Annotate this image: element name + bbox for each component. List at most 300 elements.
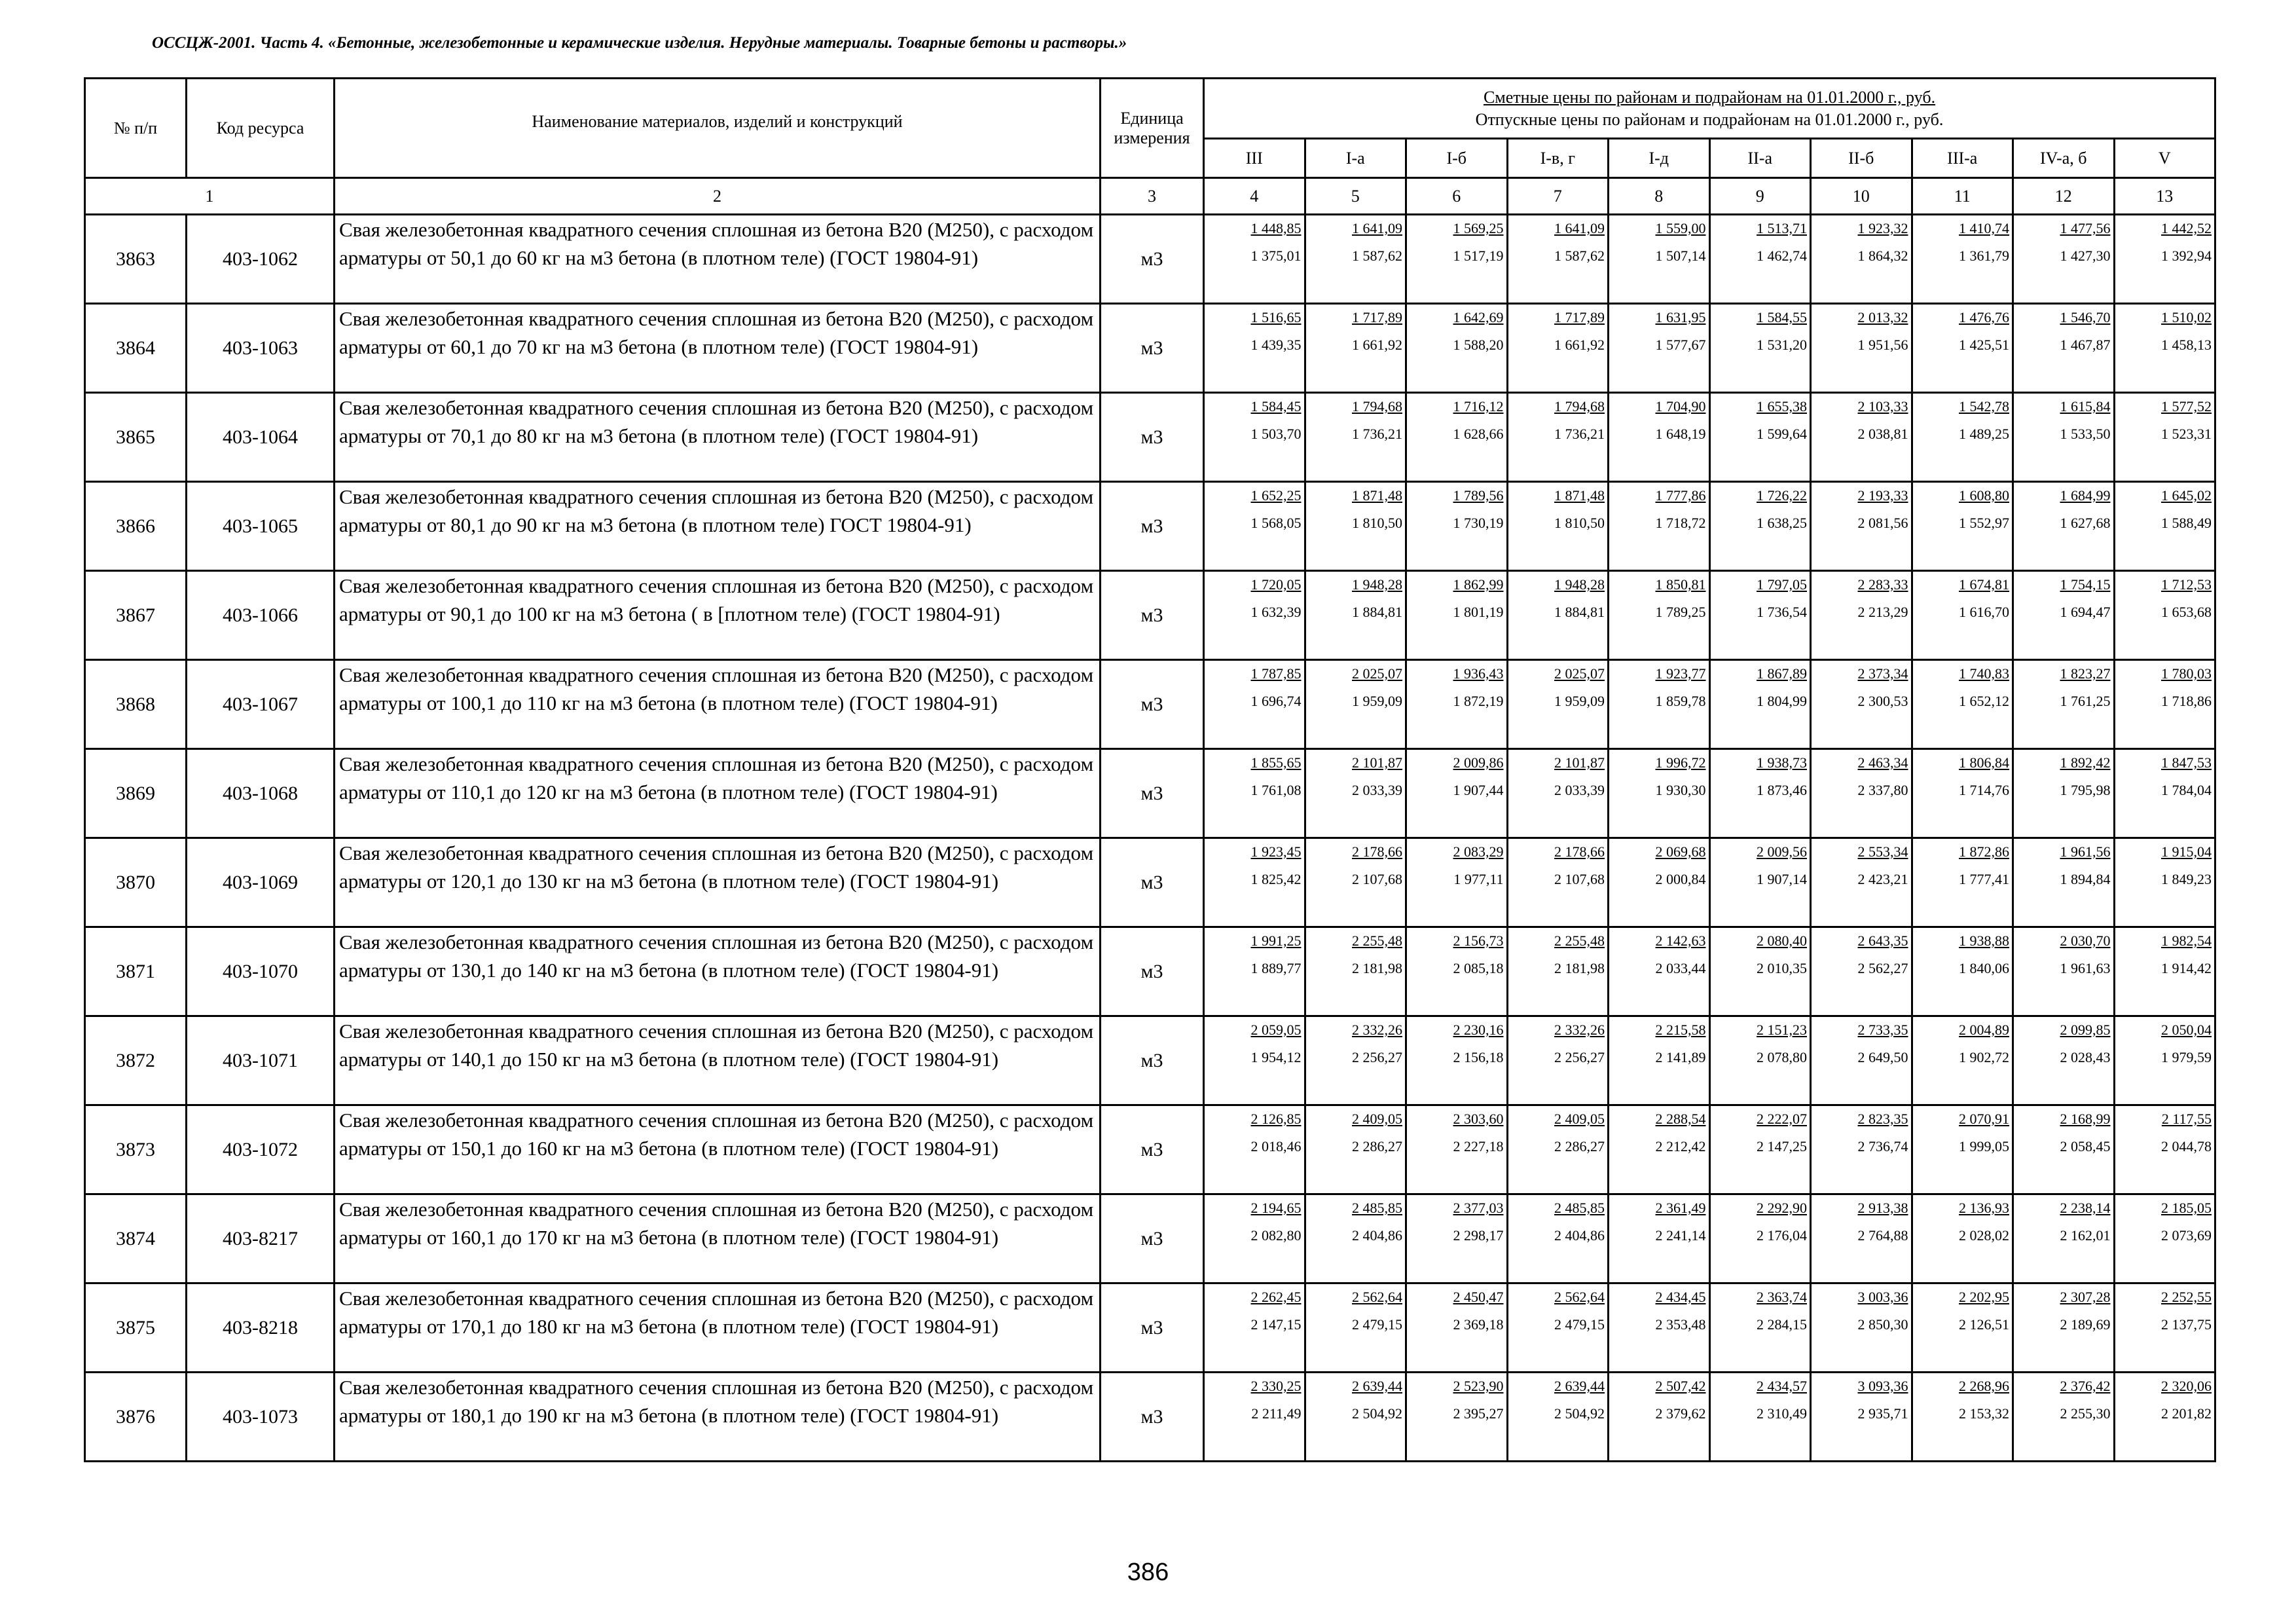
price-cell <box>2114 482 2215 571</box>
region-header: I-б <box>1406 139 1508 178</box>
column-index: 8 <box>1609 178 1710 215</box>
estimate-price: 2 168,99 <box>2060 1111 2111 1127</box>
release-price: 2 211,49 <box>1251 1405 1302 1422</box>
release-price: 2 156,18 <box>1453 1049 1504 1065</box>
resource-code: 403-1067 <box>187 660 335 749</box>
release-price: 2 935,71 <box>1857 1405 1908 1422</box>
price-cell <box>2013 1373 2115 1462</box>
price-cell <box>1609 1105 1710 1194</box>
price-cell <box>2114 1105 2215 1194</box>
estimate-price: 1 448,85 <box>1250 220 1302 236</box>
release-price: 1 789,25 <box>1655 604 1706 620</box>
price-cell <box>1709 838 1811 927</box>
price-cell <box>1507 1016 1609 1105</box>
price-cell <box>1406 1194 1508 1283</box>
estimate-price: 2 377,03 <box>1453 1200 1504 1216</box>
release-price: 2 141,89 <box>1655 1049 1706 1065</box>
estimate-price: 2 450,47 <box>1453 1289 1504 1305</box>
page-number: 386 <box>1127 1559 1169 1586</box>
estimate-price: 1 938,88 <box>1959 932 2009 949</box>
price-cell <box>1709 1105 1811 1194</box>
price-cell <box>1609 838 1710 927</box>
price-cell <box>2013 1194 2115 1283</box>
column-index: 2 <box>335 178 1101 215</box>
row-number: 3872 <box>85 1016 187 1105</box>
price-cell <box>1709 749 1811 838</box>
price-cell <box>1406 838 1508 927</box>
estimate-price: 1 577,52 <box>2161 398 2212 415</box>
estimate-price: 2 070,91 <box>1959 1111 2009 1127</box>
release-price: 2 479,15 <box>1352 1316 1402 1333</box>
price-cell <box>1912 1373 2013 1462</box>
release-price: 2 404,86 <box>1352 1227 1402 1244</box>
estimate-price: 2 639,44 <box>1352 1378 1402 1394</box>
price-cell <box>1811 1016 1912 1105</box>
unit: м3 <box>1101 1373 1204 1462</box>
release-price: 1 458,13 <box>2161 337 2212 353</box>
region-header: II-б <box>1811 139 1912 178</box>
estimate-price: 1 938,73 <box>1757 754 1807 771</box>
estimate-price: 1 787,85 <box>1250 665 1302 682</box>
estimate-price: 1 584,45 <box>1250 398 1302 415</box>
column-index: 3 <box>1101 178 1204 215</box>
estimate-price: 1 794,68 <box>1554 398 1605 415</box>
estimate-price: 1 716,12 <box>1453 398 1504 415</box>
prices-title-estimate: Сметные цены по районам и подрайонам на 01.01.2000 г., руб. <box>1483 87 1936 107</box>
price-cell <box>1912 749 2013 838</box>
price-cell <box>1811 1373 1912 1462</box>
price-cell <box>2114 927 2215 1016</box>
price-cell <box>1811 1105 1912 1194</box>
estimate-price: 1 631,95 <box>1655 309 1706 325</box>
price-cell <box>2114 660 2215 749</box>
release-price: 2 033,44 <box>1655 960 1706 976</box>
estimate-price: 2 013,32 <box>1857 309 1908 325</box>
price-cell <box>2013 1016 2115 1105</box>
row-number: 3868 <box>85 660 187 749</box>
resource-code: 403-1071 <box>187 1016 335 1105</box>
row-number: 3874 <box>85 1194 187 1283</box>
estimate-price: 2 156,73 <box>1453 932 1504 949</box>
release-price: 1 632,39 <box>1250 604 1302 620</box>
estimate-price: 1 871,48 <box>1352 487 1402 504</box>
price-cell <box>1609 927 1710 1016</box>
material-name: Свая железобетонная квадратного сечения сплошная из бетона В20 (М250), с расходом арматуры от 100,1 до 110 кг на м3 бетона (в плотном теле) (ГОСТ 19804-91) <box>335 660 1101 749</box>
resource-code: 403-1063 <box>187 304 335 393</box>
price-cell <box>1609 571 1710 660</box>
estimate-price: 2 136,93 <box>1959 1200 2009 1216</box>
release-price: 2 404,86 <box>1554 1227 1605 1244</box>
unit: м3 <box>1101 215 1204 304</box>
estimate-price: 1 754,15 <box>2060 576 2111 593</box>
price-cell <box>1709 215 1811 304</box>
price-cell <box>2114 1373 2215 1462</box>
estimate-price: 1 513,71 <box>1757 220 1807 236</box>
table-row <box>85 927 2215 1016</box>
price-cell <box>1305 1283 1406 1373</box>
estimate-price: 1 641,09 <box>1352 220 1402 236</box>
price-cell <box>1912 660 2013 749</box>
release-price: 2 212,42 <box>1655 1138 1706 1154</box>
estimate-price: 2 376,42 <box>2060 1378 2111 1394</box>
table-row <box>85 482 2215 571</box>
estimate-price: 1 867,89 <box>1757 665 1807 682</box>
estimate-price: 2 434,57 <box>1757 1378 1807 1394</box>
estimate-price: 2 030,70 <box>2060 932 2111 949</box>
price-cell <box>1305 571 1406 660</box>
release-price: 2 189,69 <box>2060 1316 2111 1333</box>
estimate-price: 2 639,44 <box>1554 1378 1605 1394</box>
release-price: 1 784,04 <box>2161 782 2212 798</box>
release-price: 2 082,80 <box>1250 1227 1302 1244</box>
estimate-price: 2 643,35 <box>1857 932 1908 949</box>
estimate-price: 1 704,90 <box>1655 398 1706 415</box>
price-cell <box>1811 304 1912 393</box>
estimate-price: 1 789,56 <box>1453 487 1504 504</box>
resource-code: 403-1065 <box>187 482 335 571</box>
price-cell <box>1406 482 1508 571</box>
price-cell <box>2114 215 2215 304</box>
estimate-price: 2 025,07 <box>1554 665 1605 682</box>
estimate-price: 2 069,68 <box>1655 843 1706 860</box>
price-cell <box>2114 1016 2215 1105</box>
table-row <box>85 571 2215 660</box>
release-price: 1 588,20 <box>1453 337 1504 353</box>
estimate-price: 1 655,38 <box>1757 398 1807 415</box>
table-row <box>85 393 2215 482</box>
material-name: Свая железобетонная квадратного сечения сплошная из бетона В20 (М250), с расходом арматуры от 50,1 до 60 кг на м3 бетона (в плотном теле) (ГОСТ 19804-91) <box>335 215 1101 304</box>
price-cell <box>1709 571 1811 660</box>
release-price: 2 044,78 <box>2161 1138 2212 1154</box>
estimate-price: 1 923,77 <box>1655 665 1706 682</box>
resource-code: 403-1068 <box>187 749 335 838</box>
release-price: 1 577,67 <box>1655 337 1706 353</box>
release-price: 1 507,14 <box>1655 248 1706 264</box>
estimate-price: 2 222,07 <box>1757 1111 1807 1127</box>
unit: м3 <box>1101 393 1204 482</box>
estimate-price: 2 283,33 <box>1857 576 1908 593</box>
price-cell <box>1507 571 1609 660</box>
price-cell <box>1912 304 2013 393</box>
estimate-price: 1 717,89 <box>1554 309 1605 325</box>
price-cell <box>1709 482 1811 571</box>
price-cell <box>1912 1194 2013 1283</box>
release-price: 2 137,75 <box>2161 1316 2212 1333</box>
material-name: Свая железобетонная квадратного сечения сплошная из бетона В20 (М250), с расходом арматуры от 120,1 до 130 кг на м3 бетона (в плотном теле) (ГОСТ 19804-91) <box>335 838 1101 927</box>
release-price: 2 337,80 <box>1857 782 1908 798</box>
estimate-price: 2 151,23 <box>1757 1022 1807 1038</box>
price-cell <box>2013 215 2115 304</box>
price-cell <box>1811 393 1912 482</box>
estimate-price: 2 103,33 <box>1857 398 1908 415</box>
estimate-price: 2 332,26 <box>1352 1022 1402 1038</box>
release-price: 1 801,19 <box>1453 604 1504 620</box>
unit: м3 <box>1101 749 1204 838</box>
estimate-price: 2 913,38 <box>1857 1200 1908 1216</box>
estimate-price: 1 923,32 <box>1857 220 1908 236</box>
release-price: 2 018,46 <box>1250 1138 1302 1154</box>
table-row <box>85 1194 2215 1283</box>
unit: м3 <box>1101 571 1204 660</box>
unit: м3 <box>1101 1105 1204 1194</box>
price-cell <box>1406 660 1508 749</box>
release-price: 2 395,27 <box>1453 1405 1504 1422</box>
price-cell <box>1507 1194 1609 1283</box>
estimate-price: 1 720,05 <box>1250 576 1302 593</box>
material-name: Свая железобетонная квадратного сечения сплошная из бетона В20 (М250), с расходом арматуры от 170,1 до 180 кг на м3 бетона (в плотном теле) (ГОСТ 19804-91) <box>335 1283 1101 1373</box>
release-price: 1 718,86 <box>2161 693 2212 709</box>
release-price: 2 310,49 <box>1757 1405 1807 1422</box>
release-price: 2 227,18 <box>1453 1138 1504 1154</box>
estimate-price: 2 101,87 <box>1352 754 1402 771</box>
price-cell <box>1406 1016 1508 1105</box>
price-cell <box>1609 1016 1710 1105</box>
estimate-price: 2 562,64 <box>1554 1289 1605 1305</box>
estimate-price: 2 463,34 <box>1857 754 1908 771</box>
estimate-price: 2 303,60 <box>1453 1111 1504 1127</box>
material-name: Свая железобетонная квадратного сечения сплошная из бетона В20 (М250), с расходом арматуры от 80,1 до 90 кг на м3 бетона (в плотном теле) ГОСТ 19804-91) <box>335 482 1101 571</box>
price-cell <box>1204 1016 1305 1105</box>
price-cell <box>1406 215 1508 304</box>
estimate-price: 2 178,66 <box>1554 843 1605 860</box>
resource-code: 403-8217 <box>187 1194 335 1283</box>
release-price: 1 661,92 <box>1352 337 1402 353</box>
price-cell <box>1609 304 1710 393</box>
price-cell <box>2013 749 2115 838</box>
estimate-price: 1 982,54 <box>2161 932 2212 949</box>
price-cell <box>1305 1105 1406 1194</box>
region-header: I-в, г <box>1507 139 1609 178</box>
price-cell <box>1305 838 1406 927</box>
price-cell <box>2013 393 2115 482</box>
release-price: 2 107,68 <box>1352 871 1402 887</box>
price-cell <box>1507 393 1609 482</box>
estimate-price: 1 806,84 <box>1959 754 2009 771</box>
release-price: 2 201,82 <box>2161 1405 2212 1422</box>
price-cell <box>1204 1283 1305 1373</box>
estimate-price: 2 101,87 <box>1554 754 1605 771</box>
release-price: 2 300,53 <box>1857 693 1908 709</box>
price-cell <box>1305 749 1406 838</box>
column-index: 6 <box>1406 178 1508 215</box>
row-number: 3870 <box>85 838 187 927</box>
price-cell <box>1709 1283 1811 1373</box>
price-cell <box>1811 215 1912 304</box>
release-price: 1 849,23 <box>2161 871 2212 887</box>
column-index: 7 <box>1507 178 1609 215</box>
estimate-price: 1 892,42 <box>2060 754 2111 771</box>
resource-code: 403-1069 <box>187 838 335 927</box>
release-price: 2 010,35 <box>1757 960 1807 976</box>
release-price: 2 033,39 <box>1554 782 1605 798</box>
resource-code: 403-8218 <box>187 1283 335 1373</box>
column-index: 10 <box>1811 178 1912 215</box>
price-cell <box>1406 749 1508 838</box>
resource-code: 403-1072 <box>187 1105 335 1194</box>
price-cell <box>1912 393 2013 482</box>
col-header-name: Наименование материалов, изделий и конструкций <box>335 79 1101 178</box>
estimate-price: 1 410,74 <box>1959 220 2009 236</box>
release-price: 2 038,81 <box>1857 426 1908 442</box>
release-price: 1 959,09 <box>1352 693 1402 709</box>
price-cell <box>1709 1016 1811 1105</box>
release-price: 1 954,12 <box>1250 1049 1302 1065</box>
release-price: 1 714,76 <box>1959 782 2009 798</box>
price-cell <box>1406 1373 1508 1462</box>
price-cell <box>1811 1194 1912 1283</box>
release-price: 1 961,63 <box>2060 960 2111 976</box>
column-index: 9 <box>1709 178 1811 215</box>
table-row <box>85 660 2215 749</box>
unit: м3 <box>1101 1016 1204 1105</box>
estimate-price: 1 740,83 <box>1959 665 2009 682</box>
estimate-price: 1 862,99 <box>1453 576 1504 593</box>
estimate-price: 1 797,05 <box>1757 576 1807 593</box>
row-number: 3875 <box>85 1283 187 1373</box>
release-price: 2 181,98 <box>1352 960 1402 976</box>
price-cell <box>1305 927 1406 1016</box>
estimate-price: 2 485,85 <box>1352 1200 1402 1216</box>
estimate-price: 1 961,56 <box>2060 843 2111 860</box>
price-cell <box>1811 927 1912 1016</box>
price-cell <box>1507 749 1609 838</box>
material-name: Свая железобетонная квадратного сечения сплошная из бетона В20 (М250), с расходом арматуры от 180,1 до 190 кг на м3 бетона (в плотном теле) (ГОСТ 19804-91) <box>335 1373 1101 1462</box>
release-price: 2 479,15 <box>1554 1316 1605 1333</box>
price-cell <box>1305 393 1406 482</box>
estimate-price: 1 569,25 <box>1453 220 1504 236</box>
price-cell <box>2013 927 2115 1016</box>
unit: м3 <box>1101 482 1204 571</box>
column-index: 11 <box>1912 178 2013 215</box>
price-cell <box>1204 838 1305 927</box>
release-price: 1 777,41 <box>1959 871 2009 887</box>
table-row <box>85 215 2215 304</box>
price-cell <box>2114 1283 2215 1373</box>
price-cell <box>1609 1373 1710 1462</box>
estimate-price: 1 855,65 <box>1250 754 1302 771</box>
estimate-price: 2 009,86 <box>1453 754 1504 771</box>
estimate-price: 2 142,63 <box>1655 932 1706 949</box>
estimate-price: 1 546,70 <box>2060 309 2111 325</box>
release-price: 1 859,78 <box>1655 693 1706 709</box>
estimate-price: 2 004,89 <box>1959 1022 2009 1038</box>
estimate-price: 2 238,14 <box>2060 1200 2111 1216</box>
estimate-price: 1 684,99 <box>2060 487 2111 504</box>
release-price: 1 523,31 <box>2161 426 2212 442</box>
estimate-price: 2 117,55 <box>2161 1111 2212 1127</box>
estimate-price: 1 936,43 <box>1453 665 1504 682</box>
price-cell <box>1204 571 1305 660</box>
price-cell <box>1305 215 1406 304</box>
estimate-price: 2 288,54 <box>1655 1111 1706 1127</box>
material-name: Свая железобетонная квадратного сечения сплошная из бетона В20 (М250), с расходом арматуры от 90,1 до 100 кг на м3 бетона ( в [плотном теле) (ГОСТ 19804-91) <box>335 571 1101 660</box>
release-price: 1 552,97 <box>1959 515 2009 531</box>
estimate-price: 3 093,36 <box>1857 1378 1908 1394</box>
price-cell <box>1507 1105 1609 1194</box>
release-price: 1 736,21 <box>1352 426 1402 442</box>
estimate-price: 1 516,65 <box>1250 309 1302 325</box>
unit: м3 <box>1101 660 1204 749</box>
estimate-price: 2 733,35 <box>1857 1022 1908 1038</box>
price-cell <box>1204 393 1305 482</box>
release-price: 1 462,74 <box>1757 248 1807 264</box>
estimate-price: 1 823,27 <box>2060 665 2111 682</box>
release-price: 1 959,09 <box>1554 693 1605 709</box>
estimate-price: 2 255,48 <box>1352 932 1402 949</box>
release-price: 1 761,25 <box>2060 693 2111 709</box>
unit: м3 <box>1101 304 1204 393</box>
row-number: 3871 <box>85 927 187 1016</box>
release-price: 1 889,77 <box>1250 960 1302 976</box>
estimate-price: 1 584,55 <box>1757 309 1807 325</box>
unit: м3 <box>1101 1283 1204 1373</box>
resource-code: 403-1066 <box>187 571 335 660</box>
unit: м3 <box>1101 1194 1204 1283</box>
release-price: 2 028,43 <box>2060 1049 2111 1065</box>
release-price: 2 033,39 <box>1352 782 1402 798</box>
estimate-price: 2 409,05 <box>1352 1111 1402 1127</box>
price-cell <box>1305 1016 1406 1105</box>
price-cell <box>1507 1283 1609 1373</box>
release-price: 1 599,64 <box>1757 426 1807 442</box>
region-header: III <box>1204 139 1305 178</box>
release-price: 1 533,50 <box>2060 426 2111 442</box>
estimate-price: 2 009,56 <box>1757 843 1807 860</box>
release-price: 1 648,19 <box>1655 426 1706 442</box>
price-cell <box>1811 660 1912 749</box>
estimate-price: 2 361,49 <box>1655 1200 1706 1216</box>
resource-code: 403-1062 <box>187 215 335 304</box>
release-price: 1 907,14 <box>1757 871 1807 887</box>
price-cell <box>1609 482 1710 571</box>
release-price: 1 894,84 <box>2060 871 2111 887</box>
price-cell <box>1406 571 1508 660</box>
row-number: 3867 <box>85 571 187 660</box>
estimate-price: 1 847,53 <box>2161 754 2212 771</box>
release-price: 1 761,08 <box>1250 782 1302 798</box>
row-number: 3876 <box>85 1373 187 1462</box>
estimate-price: 1 645,02 <box>2161 487 2212 504</box>
release-price: 1 439,35 <box>1250 337 1302 353</box>
release-price: 1 873,46 <box>1757 782 1807 798</box>
price-cell <box>2013 482 2115 571</box>
release-price: 2 256,27 <box>1352 1049 1402 1065</box>
release-price: 1 425,51 <box>1959 337 2009 353</box>
price-cell <box>1406 1283 1508 1373</box>
estimate-price: 2 080,40 <box>1757 932 1807 949</box>
estimate-price: 2 202,95 <box>1959 1289 2009 1305</box>
release-price: 1 999,05 <box>1959 1138 2009 1154</box>
release-price: 2 298,17 <box>1453 1227 1504 1244</box>
release-price: 1 517,19 <box>1453 248 1504 264</box>
estimate-price: 2 373,34 <box>1857 665 1908 682</box>
column-index: 13 <box>2114 178 2215 215</box>
estimate-price: 2 292,90 <box>1757 1200 1807 1216</box>
release-price: 1 825,42 <box>1250 871 1302 887</box>
price-cell <box>2114 393 2215 482</box>
release-price: 1 652,12 <box>1959 693 2009 709</box>
estimate-price: 2 320,06 <box>2161 1378 2212 1394</box>
price-cell <box>1204 1373 1305 1462</box>
price-cell <box>1609 660 1710 749</box>
estimate-price: 2 059,05 <box>1250 1022 1302 1038</box>
estimate-price: 1 674,81 <box>1959 576 2009 593</box>
release-price: 2 649,50 <box>1857 1049 1908 1065</box>
release-price: 2 147,25 <box>1757 1138 1807 1154</box>
price-cell <box>1912 927 2013 1016</box>
release-price: 2 241,14 <box>1655 1227 1706 1244</box>
table-row <box>85 304 2215 393</box>
